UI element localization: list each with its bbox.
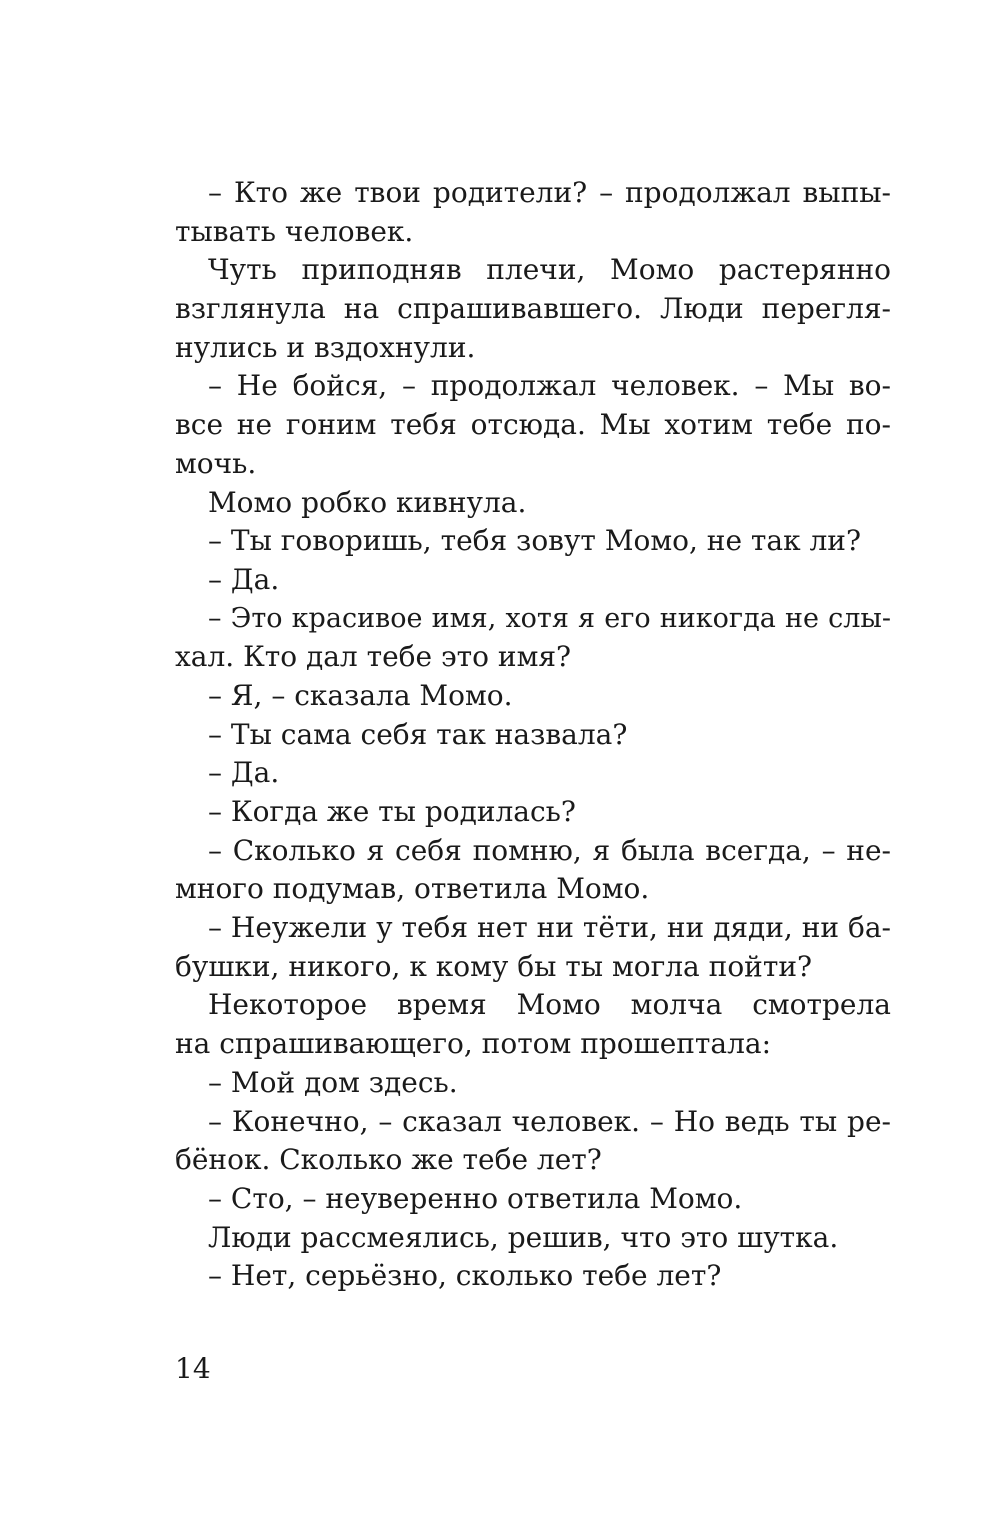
text-line: – Сто, – неуверенно ответила Момо. — [208, 1181, 743, 1215]
text-line: – Ты говоришь, тебя зовут Момо, не так ли? — [208, 524, 861, 558]
text-line: тывать человек. — [175, 214, 414, 248]
text-line: – Да. — [208, 562, 280, 596]
text-line: мочь. — [175, 446, 257, 480]
text-line: – Мой дом здесь. — [208, 1065, 458, 1099]
text-line: Чуть приподняв плечи, Момо растерянно — [208, 253, 891, 287]
text-line: Некоторое время Момо молча смотрела — [208, 988, 891, 1022]
text-line: бёнок. Сколько же тебе лет? — [175, 1143, 602, 1177]
text-line: много подумав, ответила Момо. — [175, 872, 650, 906]
text-line: – Ты сама себя так назвала? — [208, 717, 628, 751]
text-line: – Кто же твои родители? – продолжал выпы- — [208, 176, 891, 209]
page-number: 14 — [175, 1352, 211, 1385]
text-line: – Нет, серьёзно, сколько тебе лет? — [208, 1259, 722, 1293]
text-line: – Сколько я себя помню, я была всегда, – не- — [208, 833, 891, 867]
text-line: бушки, никого, к кому бы ты могла пойти? — [175, 949, 812, 983]
text-line: хал. Кто дал тебе это имя? — [175, 640, 572, 674]
text-line: – Это красивое имя, хотя я его никогда не слы- — [208, 602, 891, 634]
text-line: – Когда же ты родилась? — [208, 795, 576, 828]
text-line: Люди рассмеялись, решив, что это шутка. — [208, 1220, 839, 1254]
text-line: Момо робко кивнула. — [208, 485, 527, 519]
text-line: – Конечно, – сказал человек. – Но ведь ты ре- — [208, 1104, 891, 1138]
text-line: – Неужели у тебя нет ни тёти, ни дяди, ни ба- — [208, 911, 891, 945]
text-line: – Да. — [208, 756, 280, 790]
body-text — [175, 174, 891, 1296]
text-line: – Я, – сказала Момо. — [208, 678, 513, 712]
text-line: все не гоним тебя отсюда. Мы хотим тебе по- — [175, 408, 891, 442]
text-line: – Не бойся, – продолжал человек. – Мы во- — [208, 369, 891, 403]
text-line: взглянула на спрашивавшего. Люди перегля- — [175, 292, 891, 326]
text-line: нулись и вздохнули. — [175, 330, 476, 364]
text-line: на спрашивающего, потом прошептала: — [175, 1027, 772, 1061]
